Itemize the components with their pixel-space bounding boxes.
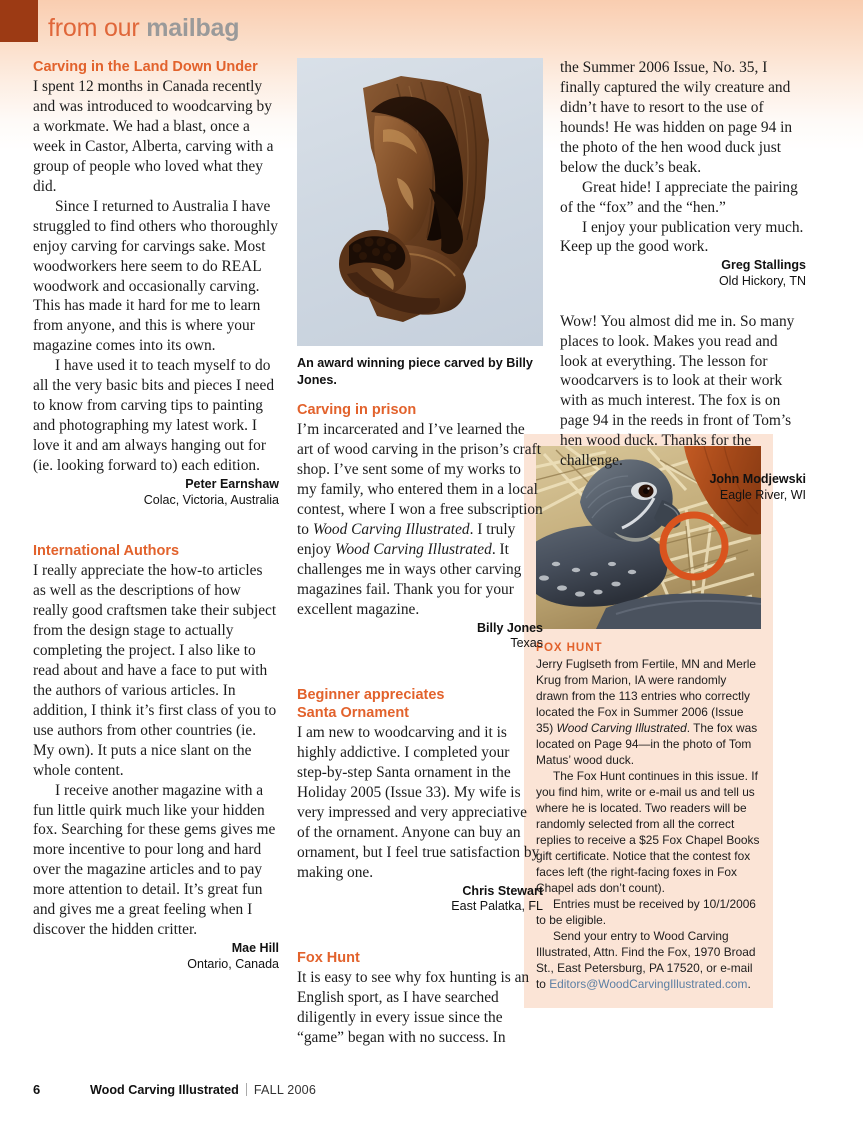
letter-fox-hunt-continued <box>560 58 806 290</box>
letter-heading: Fox Hunt <box>297 949 360 966</box>
letter-signer: Chris Stewart <box>462 883 543 898</box>
letter-location: Ontario, Canada <box>187 956 279 971</box>
letter-body <box>297 968 543 1048</box>
letter-body <box>297 420 543 619</box>
masthead-title-light: from our <box>48 14 147 42</box>
letter-body <box>560 312 806 472</box>
paragraph: Wow! You almost did me in. So many places to look. Makes you read and look at everything. The lesson for woodcarvers is to look at their work with as much interest. The fox is on page 94 in the reeds in front of Tom’s hen wood duck. Thanks for the challenge. <box>560 312 795 470</box>
fox-hunt-body <box>536 656 761 992</box>
carving-illustration <box>331 68 501 336</box>
paragraph: I enjoy your publication very much. Keep up the good work. <box>560 218 804 256</box>
letter-heading-line1: Beginner appreciates <box>297 686 445 703</box>
page-title <box>48 14 239 43</box>
letter-location: Old Hickory, TN <box>718 274 806 288</box>
paragraph: I receive another magazine with a fun little quirk much like your hidden fox. Searching for these gems gives me more incentive to pour long and hard over the magazine articles and to pay more attention to detail. It’s great fun and gives me a great feeling when I discover the hidden critter. <box>33 781 276 939</box>
letter-location: Colac, Victoria, Australia <box>143 492 279 507</box>
footer-issue-date: FALL 2006 <box>253 1083 317 1097</box>
masthead-title-bold: mailbag <box>146 14 240 42</box>
letter-body <box>33 561 279 940</box>
footer-divider <box>246 1083 247 1096</box>
footer-publication-name: Wood Carving Illustrated <box>90 1083 239 1097</box>
paragraph: Great hide! I appreciate the pairing of the “fox” and the “hen.” <box>560 178 798 216</box>
letter-location: East Palatka, FL <box>451 899 543 914</box>
letter-heading-line2: Santa Ornament <box>297 705 409 722</box>
paragraph: The Fox Hunt continues in this issue. If you find him, write or e-mail us and tell us where he is located. Two readers will be randomly selected from all the correct replies to receive a $25 Fox Chapel Books gift certificate. Notice that the contest fox faces left (the right-facing foxes in Fox Chapel ads don’t count). <box>536 769 760 895</box>
spacer <box>297 388 543 401</box>
letter-body <box>560 58 806 257</box>
spacer <box>297 652 543 686</box>
column-middle <box>297 58 543 1048</box>
footer-page-number: 6 <box>33 1082 41 1097</box>
fox-hunt-sidebar <box>524 434 773 1008</box>
letter-location: Texas <box>510 636 543 651</box>
letter-fox-hunt <box>297 949 543 1048</box>
letter-santa-ornament <box>297 686 543 915</box>
paragraph: I have used it to teach myself to do all the very basic bits and pieces I need to know from carving tips to painting and photographing my latest work. I love it and am always hanging out for (ie. looking forward to) each edition. <box>33 357 275 474</box>
column-right <box>560 58 806 503</box>
letter-heading <box>297 686 543 722</box>
spacer <box>297 915 543 949</box>
letter-wow-almost-did-me-in <box>560 312 806 504</box>
column-left <box>33 58 279 972</box>
page-footer <box>33 1081 316 1097</box>
paragraph: I am new to woodcarving and it is highly addictive. I completed your step-by-step Santa ornament in the Holiday 2005 (Issue 33). My wife is very impressed and very appreciative of the ornament. Anyone can buy an ornament, but I feel true satisfaction by making one. <box>297 724 540 881</box>
letter-carving-land-down-under <box>33 58 279 508</box>
letter-heading: Carving in the Land Down Under <box>33 59 258 75</box>
photo-caption: An award winning piece carved by Billy Jones. <box>297 356 533 387</box>
paragraph: I’m incarcerated and I’ve learned the art of wood carving in the prison’s craft shop. I’ve sent some of my works to my family, who entered them in a local contest, where I won a free subscription to Wood Carving Illustrated. I truly enjoy Wood Carving Illustrated. It challenges me in ways other carving magazines fail. Thank you for your excellent magazine. <box>297 421 543 618</box>
spacer <box>560 290 806 312</box>
letter-body <box>33 77 279 476</box>
letter-signer: John Modjewski <box>709 472 806 487</box>
letter-signer: Mae Hill <box>231 941 279 956</box>
paragraph: I spent 12 months in Canada recently and was introduced to woodcarving by a workmate. We had a blast, once a week in Castor, Alberta, carving with a group of people who loved what they did. <box>33 78 274 195</box>
paragraph: I really appreciate the how-to articles as well as the descriptions of how really good craftsmen take their subject from the design stage to actually completing the project. I also like to read about and have a face to put with the authors of various articles. In addition, I think it’s first class of you to use authors from other countries (ie. My own). It puts a nice slant on the whole content. <box>33 562 277 779</box>
paragraph: the Summer 2006 Issue, No. 35, I finally captured the wily creature and didn’t have to resort to the use of hounds! He was hidden on page 94 in the photo of the hen wood duck just below the duck’s beak. <box>560 59 793 176</box>
photo-wood-carving <box>297 58 543 346</box>
paragraph: Entries must be received by 10/1/2006 to be eligible. <box>536 897 756 927</box>
masthead-color-block <box>0 0 38 42</box>
paragraph: It is easy to see why fox hunting is an English sport, as I have searched diligently in every issue since the “game” began with no success. In <box>297 969 530 1046</box>
spacer <box>33 508 279 542</box>
letter-body <box>297 723 543 883</box>
fox-hunt-label: FOX HUNT <box>536 641 603 654</box>
letter-signer: Peter Earnshaw <box>185 476 279 491</box>
letter-signer: Billy Jones <box>477 620 543 635</box>
letter-location: Eagle River, WI <box>719 487 806 502</box>
paragraph: Jerry Fuglseth from Fertile, MN and Merle Krug from Marion, IA were randomly drawn from the 113 entries who correctly located the Fox in Summer 2006 (Issue 35) Wood Carving Illustrated. The fox was located on Page 94—in the photo of Tom Matus’ wood duck. <box>536 657 758 767</box>
letter-signer: Greg Stallings <box>721 258 806 273</box>
letter-heading: Carving in prison <box>297 402 417 419</box>
letter-carving-in-prison <box>297 401 543 652</box>
paragraph-with-email-link[interactable]: Send your entry to Wood Carving Illustrated, Attn. Find the Fox, 1970 Broad St., East Petersburg, PA 17520, or e-mail to Editors@WoodCarvingIllustrated.com. <box>536 929 756 991</box>
letter-international-authors <box>33 542 279 972</box>
paragraph: Since I returned to Australia I have struggled to find others who thoroughly enjoy carving for carvings sake. Most woodworkers here seem to do REAL woodwork and occasionally carving. This has made it hard for me to learn from anyone, and this is where your magazine comes into its own. <box>33 197 278 355</box>
letter-heading: International Authors <box>33 543 180 560</box>
